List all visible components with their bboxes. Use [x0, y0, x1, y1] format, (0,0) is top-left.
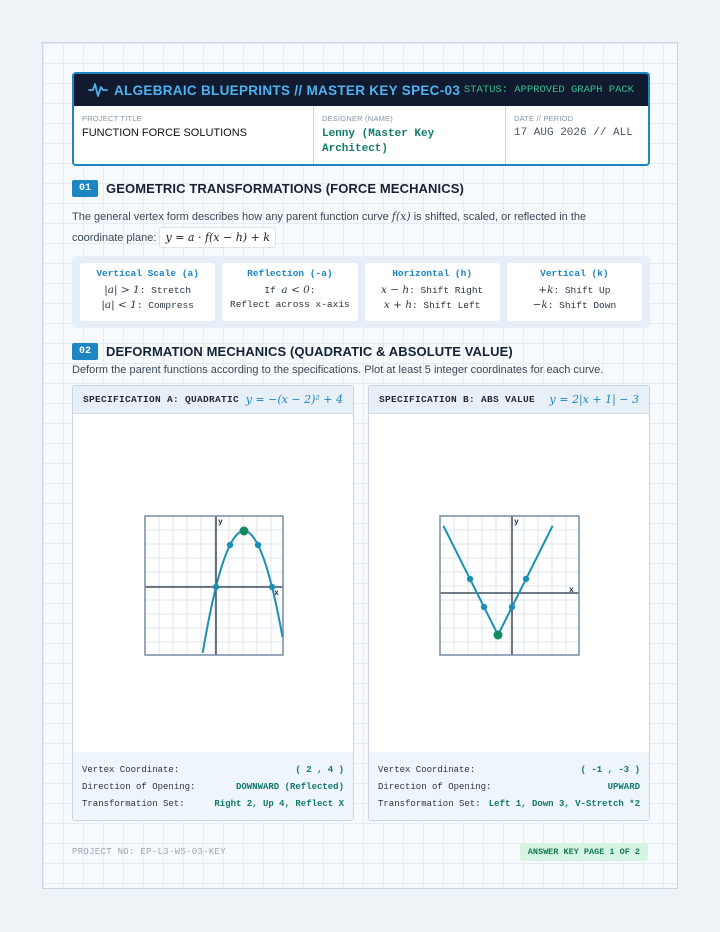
rule-math: a < 0 — [281, 284, 310, 296]
spec-a-header — [73, 386, 353, 414]
direction-label: Direction of Opening: — [378, 781, 492, 792]
vertex-label: Vertex Coordinate: — [82, 764, 180, 775]
transform-value: Right 2, Up 4, Reflect X — [214, 798, 344, 809]
vertex-label: Vertex Coordinate: — [378, 764, 476, 775]
spec-b-graph — [369, 415, 649, 755]
title-block — [72, 72, 650, 166]
rule-vertical-scale — [80, 263, 215, 321]
rule-text: If — [264, 285, 282, 296]
spec-b-points — [467, 576, 529, 640]
rule-math: |a| < 1 — [101, 299, 137, 311]
project-title-value: FUNCTION FORCE SOLUTIONS — [82, 127, 248, 139]
rule-horizontal — [365, 263, 500, 321]
rule-heading: Vertical (k) — [540, 268, 609, 279]
designer-cell — [314, 106, 506, 164]
vertex-point — [240, 527, 249, 536]
spec-a-graph — [73, 415, 353, 755]
transform-label: Transformation Set: — [82, 798, 185, 809]
vertex-form-formula: y = a · f(x − h) + k — [159, 227, 276, 248]
section-2-heading — [72, 343, 513, 360]
project-number: PROJECT NO: EP-L3-WS-03-KEY — [72, 847, 226, 857]
plotted-point — [523, 576, 529, 582]
section-2-title: DEFORMATION MECHANICS (QUADRATIC & ABSOLUTE VALUE) — [106, 344, 513, 359]
rule-math: x + h — [383, 299, 412, 311]
rule-text: : — [309, 285, 316, 296]
rule-text: Reflect across x-axis — [230, 299, 350, 310]
rule-heading: Vertical Scale (a) — [96, 268, 199, 279]
section-2-text: Deform the parent functions according to the specifications. Plot at least 5 integer coordinates for each curve. — [72, 364, 604, 376]
y-axis-label: y — [218, 518, 223, 527]
direction-label: Direction of Opening: — [82, 781, 196, 792]
spec-b-label: SPECIFICATION B: ABS VALUE — [379, 394, 536, 405]
y-axis-label: y — [514, 518, 519, 527]
plotted-point — [481, 604, 487, 610]
spec-b-grid — [440, 516, 579, 655]
plotted-point — [227, 542, 233, 548]
plotted-point — [255, 542, 261, 548]
plotted-point — [213, 584, 219, 590]
rule-math: +k — [538, 284, 554, 296]
vertex-point — [494, 631, 503, 640]
document-title: ALGEBRAIC BLUEPRINTS // MASTER KEY SPEC-03 — [114, 82, 461, 98]
rule-text: : Shift Up — [553, 285, 611, 296]
x-axis-label: x — [274, 589, 279, 598]
section-2-badge: 02 — [72, 343, 98, 360]
rule-math: −k — [532, 299, 548, 311]
abs-value-curve — [443, 526, 552, 635]
status-label: STATUS: APPROVED GRAPH PACK — [463, 84, 634, 96]
rule-vertical-shift — [507, 263, 642, 321]
designer-value: Lenny (Master Key Architect) — [322, 128, 435, 155]
vertex-value: ( 2 , 4 ) — [295, 764, 344, 775]
spec-b-answers — [369, 752, 649, 820]
project-title-label: PROJECT TITLE — [82, 114, 142, 123]
x-axis-label: x — [569, 586, 574, 595]
rule-text: : Shift Down — [547, 300, 617, 311]
date-value: 17 AUG 2026 // ALL — [514, 127, 633, 139]
direction-value: UPWARD — [607, 781, 640, 792]
section-1-text-b: is shifted, scaled, or reflected in the coordinate plane: — [72, 211, 587, 244]
spec-b-graph-area — [369, 415, 649, 755]
transform-label: Transformation Set: — [378, 798, 481, 809]
rule-math: |a| > 1 — [104, 284, 140, 296]
spec-a-card — [72, 385, 354, 821]
answer-key-page-badge: ANSWER KEY PAGE 1 OF 2 — [520, 843, 648, 861]
transform-value: Left 1, Down 3, V-Stretch *2 — [488, 798, 640, 809]
spec-b-card — [368, 385, 650, 821]
spec-b-header — [369, 386, 649, 414]
section-1-text — [72, 207, 632, 248]
rule-heading: Reflection (-a) — [247, 268, 333, 279]
section-1-text-a: The general vertex form describes how any parent function curve — [72, 211, 389, 223]
title-bar — [74, 74, 648, 106]
rule-math: x − h — [380, 284, 410, 296]
rule-reflection — [222, 263, 357, 321]
spec-b-equation: y = 2|x + 1| − 3 — [549, 393, 639, 406]
designer-label: DESIGNER (NAME) — [322, 114, 393, 123]
date-cell — [506, 106, 648, 164]
plotted-point — [269, 584, 275, 590]
section-1-fx: f(x) — [391, 210, 411, 223]
plotted-point — [467, 576, 473, 582]
rule-text: : Stretch — [139, 285, 192, 296]
plotted-point — [509, 604, 515, 610]
rule-heading: Horizontal (h) — [392, 268, 473, 279]
worksheet-page — [42, 42, 678, 889]
section-1-badge: 01 — [72, 180, 98, 197]
rule-text: : Shift Right — [409, 285, 484, 296]
section-1-heading — [72, 180, 464, 197]
spec-a-answers — [73, 752, 353, 820]
date-label: DATE // PERIOD — [514, 114, 574, 123]
meta-row — [74, 106, 648, 164]
rule-text: : Shift Left — [412, 300, 481, 311]
transformation-rules — [72, 256, 650, 328]
direction-value: DOWNWARD (Reflected) — [235, 781, 344, 792]
project-cell — [74, 106, 314, 164]
rule-text: : Compress — [136, 300, 194, 311]
spec-a-label: SPECIFICATION A: QUADRATIC — [83, 394, 240, 405]
pulse-icon — [88, 81, 108, 99]
vertex-value: ( -1 , -3 ) — [580, 764, 640, 775]
section-1-title: GEOMETRIC TRANSFORMATIONS (FORCE MECHANICS) — [106, 181, 464, 196]
spec-a-graph-area — [73, 415, 353, 755]
spec-a-equation: y = −(x − 2)² + 4 — [245, 393, 343, 406]
